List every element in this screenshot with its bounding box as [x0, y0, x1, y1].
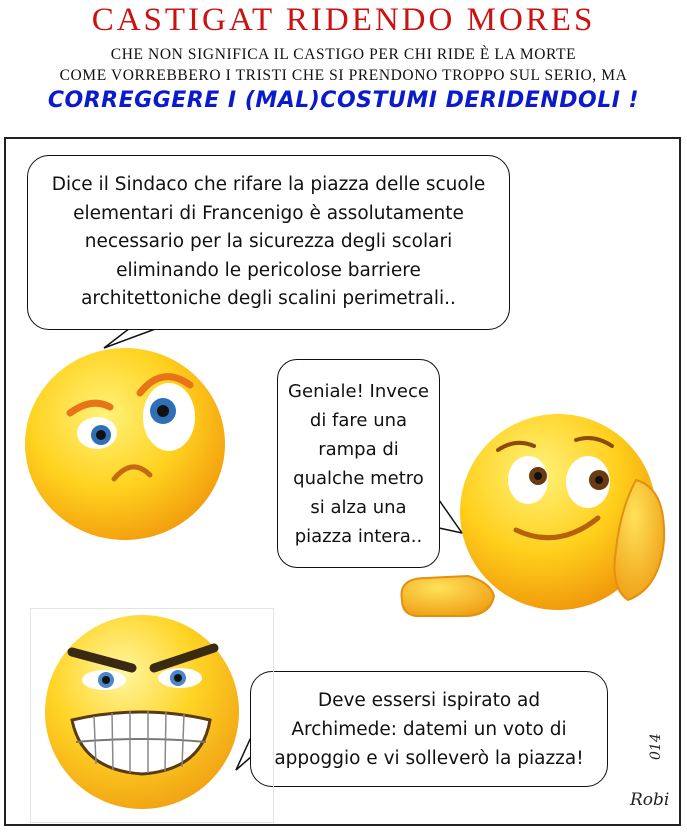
- motto: CORREGGERE I (MAL)COSTUMI DERIDENDOLI !: [47, 88, 640, 113]
- speech-bubble-archimede: [250, 671, 608, 787]
- speech-bubble-text-2: Geniale! Invece di fare una rampa di qualche metro si alza una piazza intera..: [288, 380, 429, 547]
- subtitle-line-2: COME VORREBBERO I TRISTI CHE SI PRENDONO TROPPO SUL SERIO, MA: [59, 67, 628, 84]
- thinking-emoji-icon: [398, 410, 673, 620]
- signature-year: 014: [648, 733, 664, 760]
- subtitle-line-1: CHE NON SIGNIFICA IL CASTIGO PER CHI RIDE È LA MORTE: [110, 46, 577, 63]
- speech-bubble-mayor-quote: [27, 155, 510, 330]
- grinning-emoji-icon: [42, 612, 242, 812]
- signature-author: Robi: [630, 790, 670, 810]
- skeptical-emoji-icon: [22, 345, 232, 545]
- page-title: CASTIGAT RIDENDO MORES: [91, 2, 596, 38]
- speech-bubble-text-1: Dice il Sindaco che rifare la piazza delle scuole elementari di Francenigo è assolutamente necessario per la sicurezza degli scolari eliminando le pericolose barriere architettoniche degli scalini perimetrali..: [51, 174, 486, 310]
- speech-bubble-text-3: Deve essersi ispirato ad Archimede: datemi un voto di appoggio e vi solleverò la piazza!: [274, 689, 584, 769]
